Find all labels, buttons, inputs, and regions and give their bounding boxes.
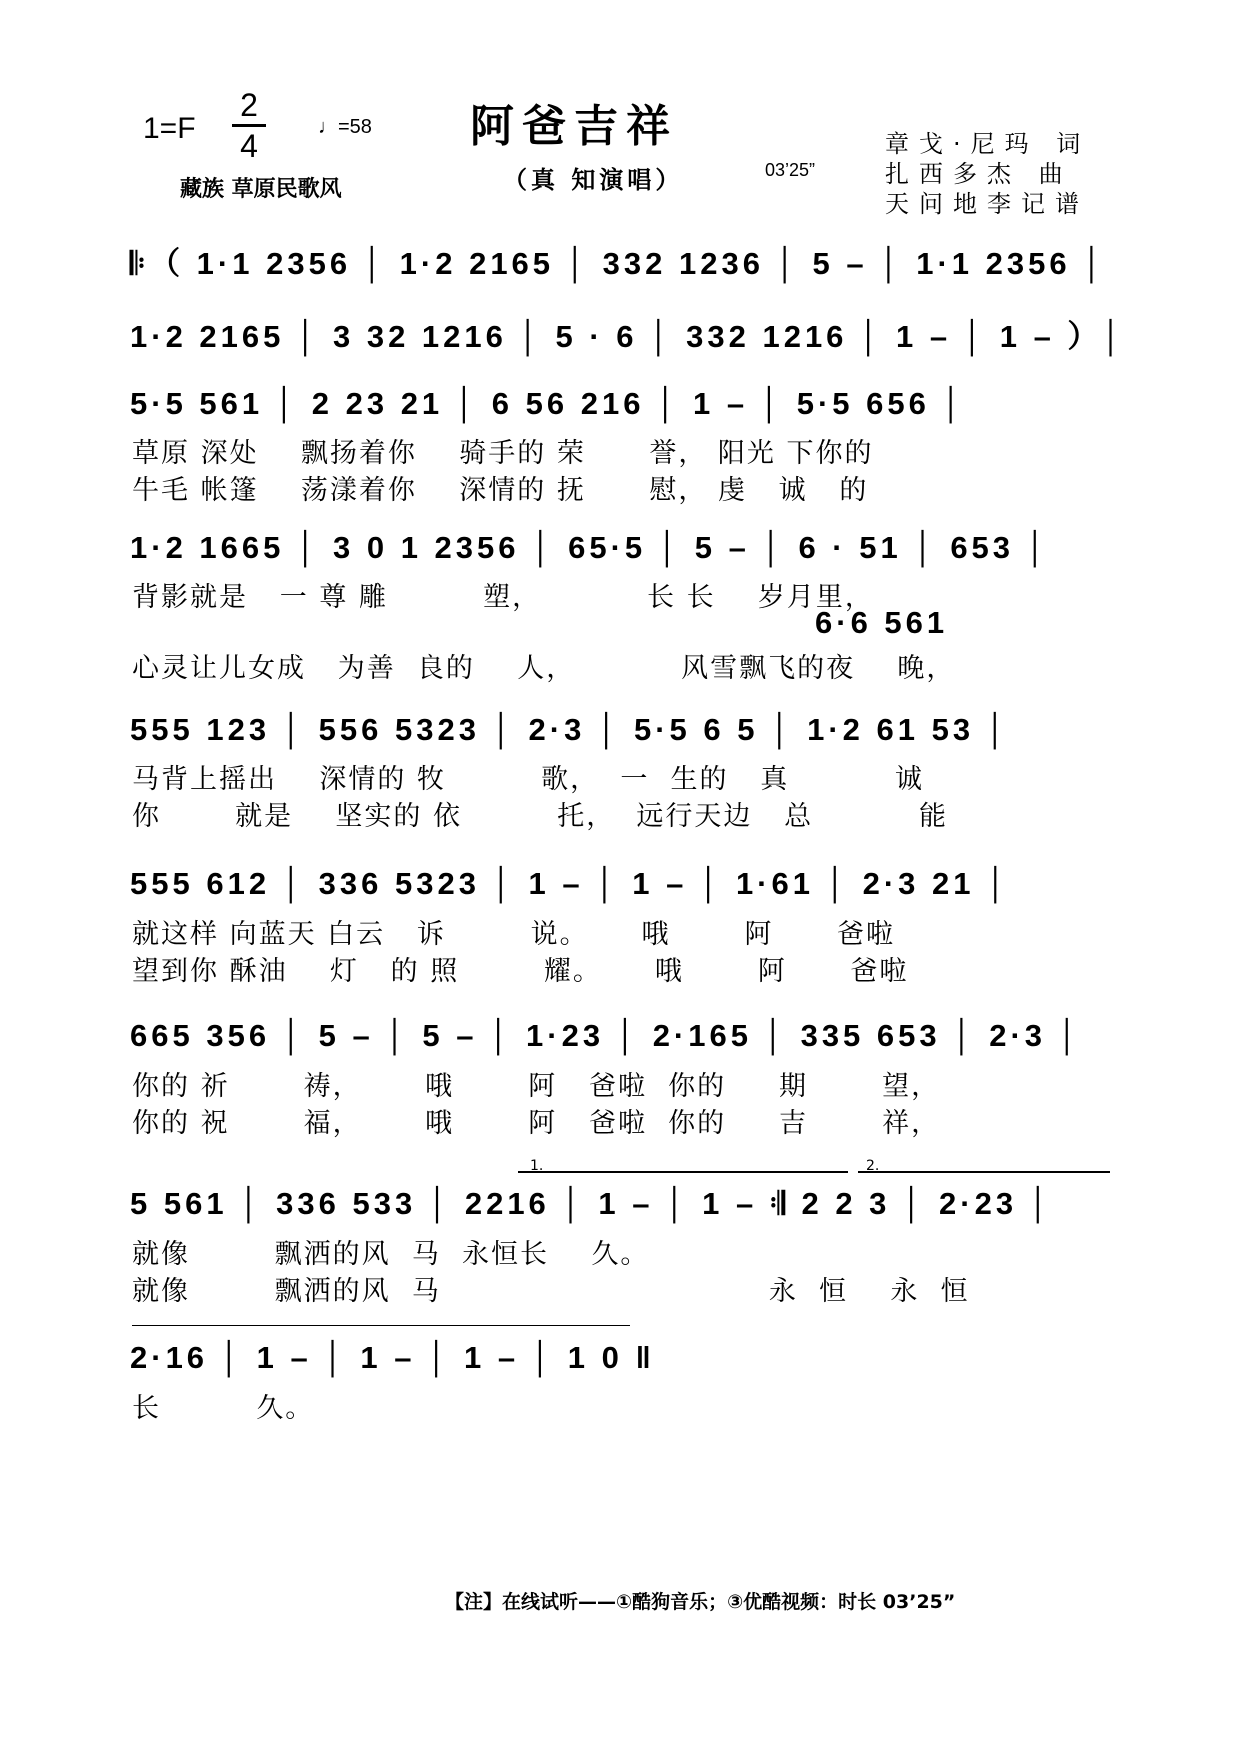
lyrics-line-5-verse-1: 马背上摇出 深情的 牧 歌， 一 生的 真 诚 bbox=[132, 764, 925, 795]
volta-2-bracket bbox=[858, 1171, 1110, 1173]
song-title: 阿爸吉祥 bbox=[470, 101, 678, 152]
lyrics-line-4-verse-1: 背影就是 一 尊 雕 塑， 长 长 岁月里， bbox=[132, 582, 874, 613]
lyrics-line-6-verse-1: 就这样 向蓝天 白云 诉 说。 哦 阿 爸啦 bbox=[132, 919, 896, 950]
lyrics-line-7-verse-1: 你的 祈 祷， 哦 阿 爸啦 你的 期 望， bbox=[132, 1071, 941, 1102]
time-signature-bottom: 4 bbox=[240, 128, 258, 164]
score-line-6: 555 612 │ 336 5323 │ 1 – │ 1 – │ 1·61 │ 2·3 21 │ bbox=[130, 866, 1011, 901]
time-signature-top: 2 bbox=[240, 87, 258, 123]
lyrics-line-9-verse-1: 长 久。 bbox=[132, 1393, 315, 1424]
tempo-marking: ♩=58 bbox=[318, 116, 372, 138]
score-line-4-alt: 6·6 561 bbox=[815, 605, 949, 640]
key-signature: 1=F bbox=[143, 112, 196, 145]
score-line-8: 5 561 │ 336 533 │ 2216 │ 1 – │ 1 – 𝄇 2 2 3 │ 2·23 │ bbox=[130, 1186, 1054, 1221]
footnote: 【注】在线试听——①酷狗音乐；③优酷视频：时长 03’25” bbox=[445, 1591, 956, 1613]
song-style: 藏族 草原民歌风 bbox=[180, 177, 342, 202]
volta-1-label: 1. bbox=[530, 1158, 544, 1174]
lyrics-line-7-verse-2: 你的 祝 福， 哦 阿 爸啦 你的 吉 祥， bbox=[132, 1108, 941, 1139]
time-signature bbox=[232, 88, 266, 163]
transcriber-credit: 天问地李记谱 bbox=[885, 190, 1089, 218]
volta-2-label: 2. bbox=[866, 1158, 880, 1174]
time-signature-bar bbox=[232, 124, 266, 127]
lyrics-line-3-verse-2: 牛毛 帐篷 荡漾着你 深情的 抚 慰， 虔 诚 的 bbox=[132, 475, 869, 506]
score-line-4: 1·2 1665 │ 3 0 1 2356 │ 65·5 │ 5 – │ 6 · 51 │ 653 │ bbox=[130, 530, 1051, 565]
lyricist-credit: 章戈·尼玛 词 bbox=[885, 130, 1091, 158]
lyrics-line-6-verse-2: 望到你 酥油 灯 的 照 耀。 哦 阿 爸啦 bbox=[132, 956, 909, 987]
score-line-3: 5·5 561 │ 2 23 21 │ 6 56 216 │ 1 – │ 5·5 656 │ bbox=[130, 386, 966, 421]
lyrics-line-5-verse-2: 你 就是 坚实的 依 托， 远行天边 总 能 bbox=[132, 801, 948, 832]
score-line-7: 665 356 │ 5 – │ 5 – │ 1·23 │ 2·165 │ 335 653 │ 2·3 │ bbox=[130, 1018, 1083, 1053]
score-line-1: 𝄆（ 1·1 2356 │ 1·2 2165 │ 332 1236 │ 5 – │ 1·1 2356 │ bbox=[130, 246, 1107, 281]
lyrics-line-8-verse-1: 就像 飘洒的风 马 永恒长 久。 bbox=[132, 1239, 650, 1270]
score-line-9: 2·16 │ 1 – │ 1 – │ 1 – │ 1 0 ‖ bbox=[130, 1340, 655, 1375]
score-line-2: 1·2 2165 │ 3 32 1216 │ 5 · 6 │ 332 1216 │ 1 – │ 1 – ）│ bbox=[130, 319, 1126, 354]
volta-2-continuation bbox=[132, 1325, 630, 1326]
lyrics-line-8-verse-2: 就像 飘洒的风 马 永 恒 永 恒 bbox=[132, 1276, 970, 1307]
volta-1-bracket bbox=[518, 1171, 848, 1173]
song-duration: 03’25” bbox=[765, 160, 816, 180]
score-line-5: 555 123 │ 556 5323 │ 2·3 │ 5·5 6 5 │ 1·2 61 53 │ bbox=[130, 712, 1011, 747]
lyrics-line-4-verse-2: 心灵让儿女成 为善 良的 人， 风雪飘飞的夜 晚， bbox=[132, 653, 956, 684]
singer-credit: （真 知演唱） bbox=[503, 166, 684, 194]
lyrics-line-3-verse-1: 草原 深处 飘扬着你 骑手的 荣 誉， 阳光 下你的 bbox=[132, 438, 874, 469]
composer-credit: 扎西多杰 曲 bbox=[885, 160, 1073, 188]
